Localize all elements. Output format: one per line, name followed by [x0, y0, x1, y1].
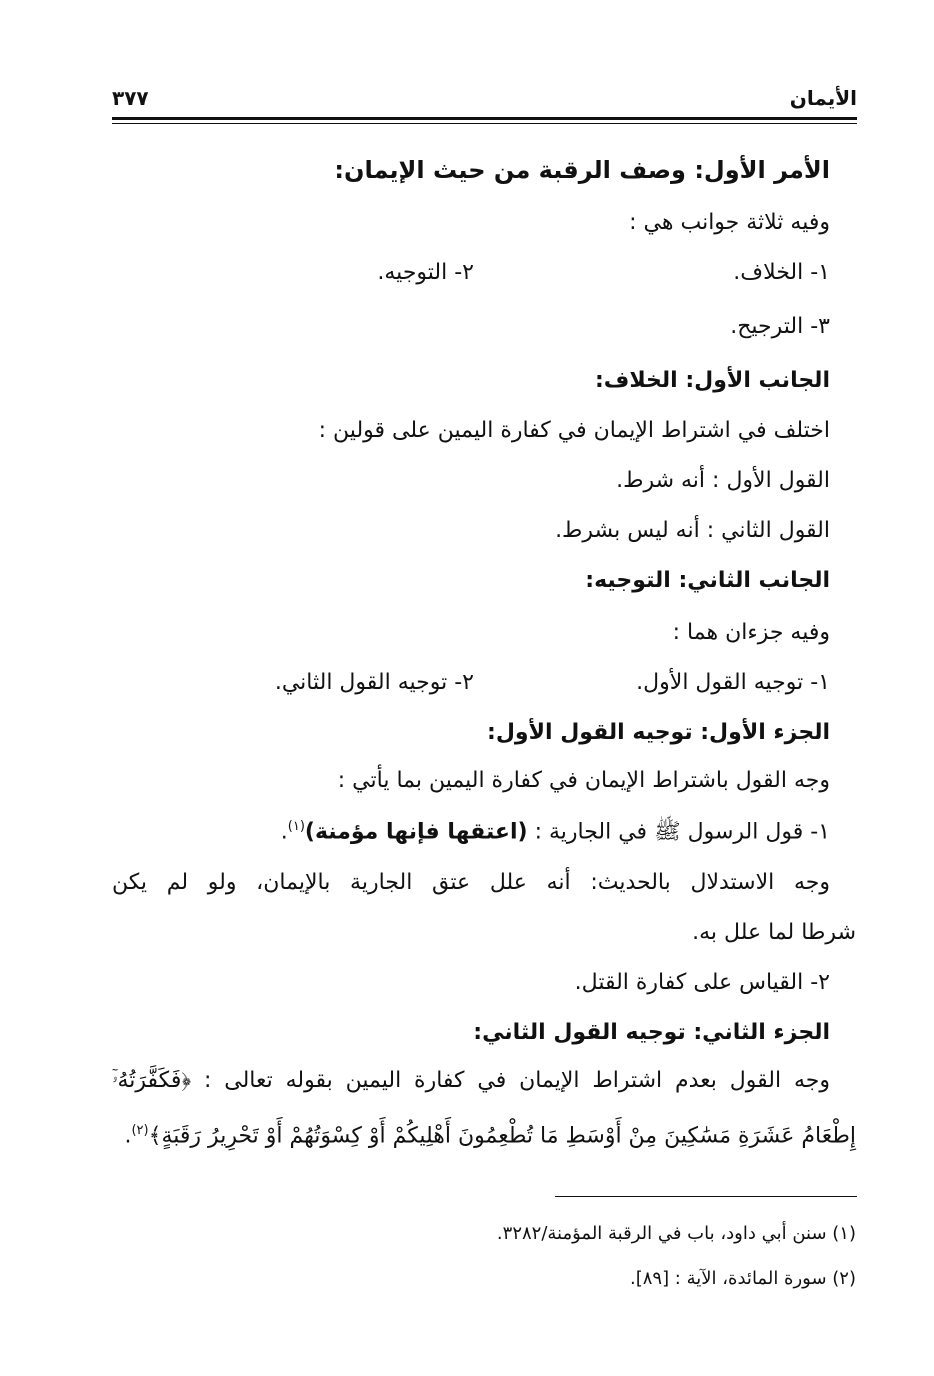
quran-verse-line: إِطْعَامُ عَشَرَةِ مَسَٰكِينَ مِنْ أَوْسَطِ مَا تُطْعِمُونَ أَهْلِيكُمْ أَوْ كِسْوَتُهُمْ أَوْ تَحْرِيرُ رَقَبَةٍ﴾$^{(٢)}$.: [124, 1123, 856, 1149]
chapter-title: الأيمان: [789, 86, 857, 110]
header-rule-thin: [112, 123, 857, 124]
quran-verse: إِطْعَامُ عَشَرَةِ مَسَٰكِينَ مِنْ أَوْسَطِ مَا تُطْعِمُونَ أَهْلِيكُمْ أَوْ كِسْوَتُهُمْ أَوْ تَحْرِيرُ رَقَبَةٍ﴾: [148, 1123, 856, 1149]
paragraph-line: وجه القول بعدم اشتراط الإيمان في كفارة اليمين بقوله تعالى : ﴿فَكَفَّرَتُهُۥٓ: [112, 1068, 830, 1093]
text-run: ١- قول الرسول ﷺ في الجارية :: [534, 819, 830, 845]
footnote-separator: [555, 1196, 857, 1197]
header-rule-thick: [112, 117, 857, 120]
footnote-ref: (١): [287, 819, 305, 834]
running-header: [112, 86, 857, 112]
section-heading: الأمر الأول: وصف الرقبة من حيث الإيمان:: [334, 156, 830, 184]
paragraph-line: وفيه جزءان هما :: [672, 620, 830, 645]
subsection-heading: الجزء الثاني: توجيه القول الثاني:: [473, 1020, 830, 1045]
footnote-ref: (٢): [131, 1123, 149, 1138]
paragraph-line: اختلف في اشتراط الإيمان في كفارة اليمين على قولين :: [318, 418, 830, 443]
paragraph-line: وجه القول باشتراط الإيمان في كفارة اليمين بما يأتي :: [337, 768, 830, 793]
paragraph-line: وفيه ثلاثة جوانب هي :: [629, 210, 830, 235]
paragraph-line: ١- قول الرسول ﷺ في الجارية : (اعتقها فإنها مؤمنة)$^{(١)}$.: [280, 819, 830, 845]
paragraph-line: وجه الاستدلال بالحديث: أنه علل عتق الجارية بالإيمان، ولو لم يكن: [112, 870, 830, 895]
paragraph-line: القول الثاني : أنه ليس بشرط.: [555, 518, 830, 543]
subsection-heading: الجانب الثاني: التوجيه:: [585, 568, 830, 593]
list-item: ٢- توجيه القول الثاني.: [274, 670, 474, 695]
list-item: ٢- التوجيه.: [377, 260, 474, 285]
subsection-heading: الجزء الأول: توجيه القول الأول:: [487, 720, 830, 745]
paragraph-line: القول الأول : أنه شرط.: [616, 468, 830, 493]
list-item: ٣- الترجيح.: [730, 314, 830, 339]
hadith-quote: (اعتقها فإنها مؤمنة): [304, 819, 528, 845]
footnote: (١) سنن أبي داود، باب في الرقبة المؤمنة/٣٢٨٢.: [496, 1223, 856, 1244]
subsection-heading: الجانب الأول: الخلاف:: [595, 368, 830, 393]
list-item: ٢- القياس على كفارة القتل.: [574, 970, 830, 995]
list-item: ١- الخلاف.: [733, 260, 830, 285]
page-number: ٣٧٧: [112, 86, 149, 110]
paragraph-line: شرطا لما علل به.: [692, 920, 856, 945]
list-item: ١- توجيه القول الأول.: [636, 670, 830, 695]
footnote: (٢) سورة المائدة، الآية : [٨٩].: [629, 1268, 856, 1289]
